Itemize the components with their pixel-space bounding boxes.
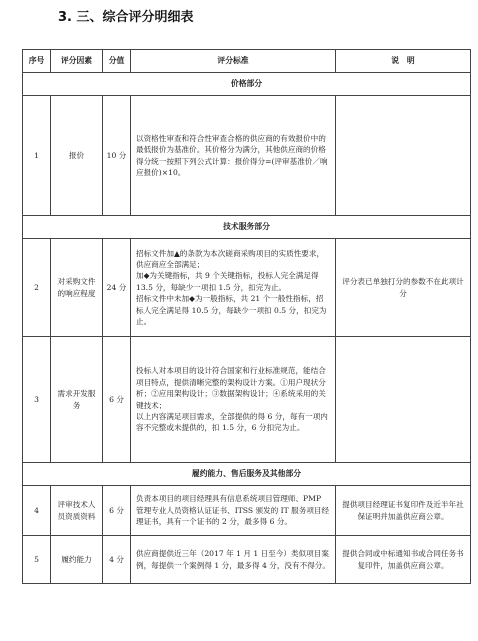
section-row (23, 73, 471, 96)
criteria-text: 招标文件中未加◆为一般指标，共 21 个一般性指标，招标人完全满足得 10.5 分，每缺少一项扣 0.5 分，扣完为止。 (136, 294, 327, 326)
criteria-text: 以资格性审查和符合性审查合格的供应商的有效报价中的最低报价为基准价。其价格分为满分，其他供应商的价格得分统一按照下列公式计算：报价得分=(评审基准价／响应报价)×10。 (136, 133, 328, 177)
section-row (23, 216, 471, 239)
section-tech: 技术服务部分 (23, 216, 471, 239)
criteria-text: 以上内容满足项目需求，全部提供的得 6 分，每有一项内容不完整或未提供的，扣 1.5 分，6 分扣完为止。 (136, 411, 328, 433)
row-note: 提供项目经理证书复印件及近半年社保证明并加盖供应商公章。 (336, 486, 471, 536)
row-seq: 1 (23, 96, 51, 216)
table-row (23, 239, 471, 337)
header-row (23, 50, 471, 73)
header-factor: 评分因素 (51, 50, 103, 73)
row-note (336, 337, 471, 463)
table-row (23, 337, 471, 463)
header-note: 说 明 (336, 50, 471, 73)
row-seq: 4 (23, 486, 51, 536)
row-points: 6 分 (103, 486, 131, 536)
criteria-text: 招标文件加▲的条款为本次磋商采购项目的实质性要求，供应商应全部满足； (136, 248, 325, 270)
table-row (23, 536, 471, 584)
criteria-text: 投标人对本项目的设计符合国家和行业标准规范，能结合项目特点，提供清晰完整的架构设计方案。①用户现状分析；②应用架构设计；③数据架构设计；④系统采用的关键技术； (136, 366, 326, 410)
row-factor: 履约能力 (51, 536, 103, 584)
row-factor: 需求开发服务 (51, 337, 103, 463)
section-price: 价格部分 (23, 73, 471, 96)
row-points: 10 分 (103, 96, 131, 216)
row-criteria (131, 486, 336, 536)
row-points: 6 分 (103, 337, 131, 463)
header-points: 分值 (103, 50, 131, 73)
table-row (23, 96, 471, 216)
row-note: 评分表已单独打分的参数不在此项计分 (336, 239, 471, 337)
row-criteria (131, 239, 336, 337)
row-factor: 对采购文件的响应程度 (51, 239, 103, 337)
row-factor: 报价 (51, 96, 103, 216)
row-points: 4 分 (103, 536, 131, 584)
row-note (336, 96, 471, 216)
row-points: 24 分 (103, 239, 131, 337)
row-criteria (131, 337, 336, 463)
table-row (23, 486, 471, 536)
page-heading: 3. 三、综合评分明细表 (58, 10, 194, 25)
row-factor: 评审技术人员资质资料 (51, 486, 103, 536)
section-perf: 履约能力、售后服务及其他部分 (23, 463, 471, 486)
row-note: 提供合同或中标通知书或合同任务书复印件，加盖供应商公章。 (336, 536, 471, 584)
header-criteria: 评分标准 (131, 50, 336, 73)
criteria-text: 供应商提供近三年（2017 年 1 月 1 日至今）类似项目案例，每提供一个案例得 1 分，最多得 4 分，没有不得分。 (136, 549, 330, 570)
row-seq: 2 (23, 239, 51, 337)
criteria-text: 负责本项目的项目经理具有信息系统项目管理师、PMP 管理专业人员资格认证证书、ITSS 颁发的 IT 服务项目经理证书，具有一个证书的 2 分，最多得 6 分。 (136, 494, 330, 527)
section-row (23, 463, 471, 486)
criteria-text: 加◆为关键指标，共 9 个关键指标，投标人完全满足得 13.5 分，每缺少一项扣 1.5 分，扣完为止。 (136, 271, 319, 292)
scoring-table (22, 49, 471, 584)
header-seq: 序号 (23, 50, 51, 73)
row-criteria (131, 96, 336, 216)
row-seq: 5 (23, 536, 51, 584)
row-criteria (131, 536, 336, 584)
row-seq: 3 (23, 337, 51, 463)
